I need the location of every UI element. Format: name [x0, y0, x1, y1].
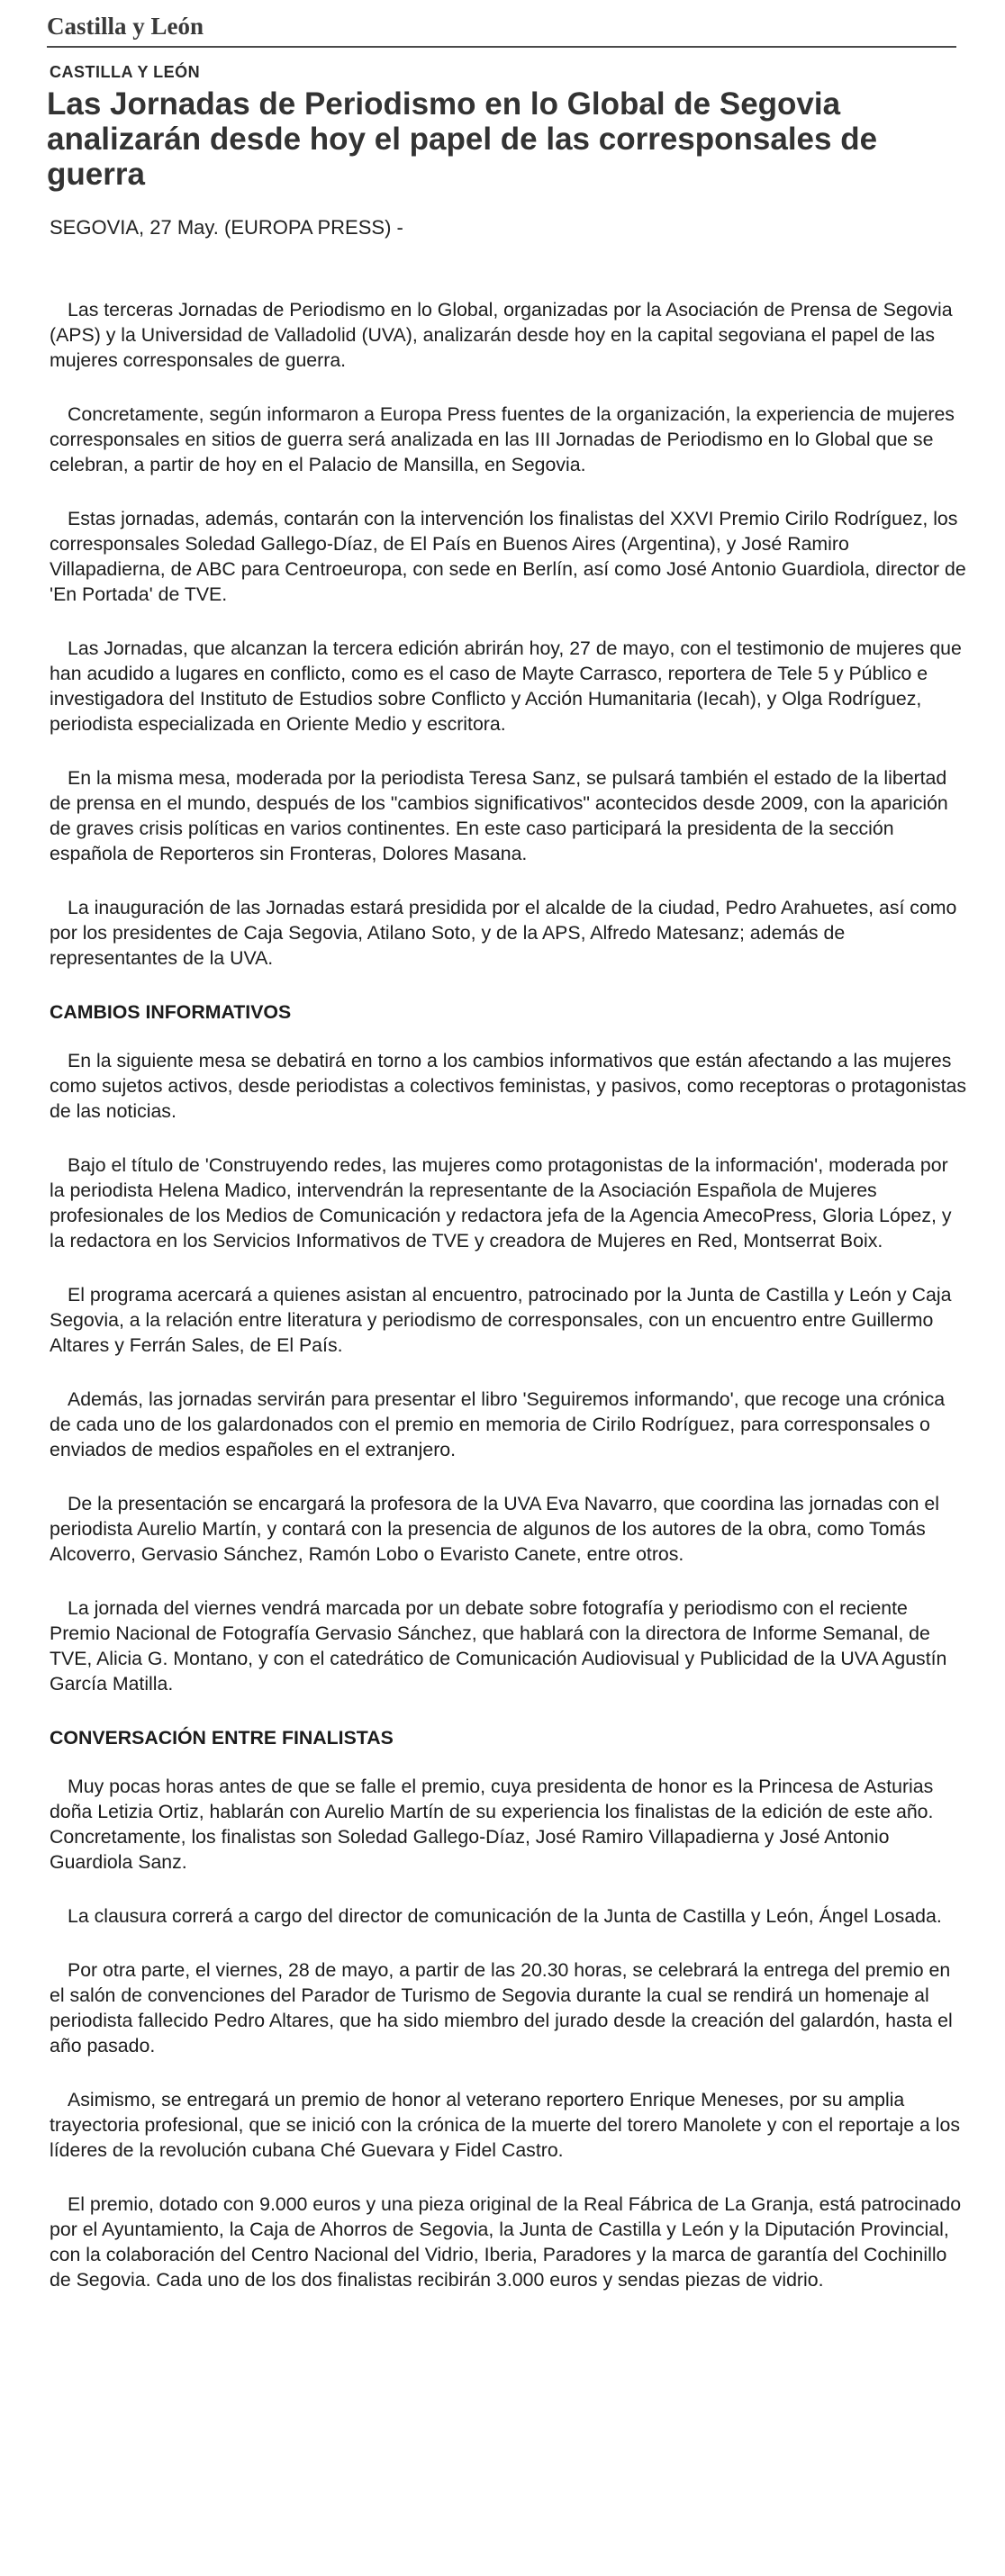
paragraph: En la siguiente mesa se debatirá en torno a los cambios informativos que están afectando a las mujeres como sujetos activos, desde periodistas a colectivos feministas, y pasivos, como receptoras o protagonistas de las noticias.	[50, 1050, 967, 1122]
paragraph: La inauguración de las Jornadas estará presidida por el alcalde de la ciudad, Pedro Arahuetes, así como por los presidentes de Caja Segovia, Atilano Soto, y de la APS, Alfredo Matesanz; además de representantes de la UVA.	[50, 897, 957, 969]
subheading: CAMBIOS INFORMATIVOS	[50, 1001, 292, 1023]
paragraph: De la presentación se encargará la profesora de la UVA Eva Navarro, que coordina las jornadas con el periodista Aurelio Martín, y contará con la presencia de algunos de los autores de la obra, como Tomás Alcoverro, Gervasio Sánchez, Ramón Lobo o Evaristo Canete, entre otros.	[50, 1493, 939, 1565]
paragraph: El programa acercará a quienes asistan al encuentro, patrocinado por la Junta de Castilla y León y Caja Segovia, a la relación entre literatura y periodismo de corresponsales, con un encuentro entre Guillermo Altares y Ferrán Sales, de El País.	[50, 1284, 952, 1356]
section-header: Castilla y León	[47, 13, 956, 48]
paragraph: La clausura correrá a cargo del director de comunicación de la Junta de Castilla y León, Ángel Losada.	[68, 1905, 942, 1927]
paragraph: Las terceras Jornadas de Periodismo en lo Global, organizadas por la Asociación de Prensa de Segovia (APS) y la Universidad de Valladolid (UVA), analizarán desde hoy en la capital segoviana el papel de las mujeres corresponsales de guerra.	[50, 299, 953, 371]
paragraph: Además, las jornadas servirán para presentar el libro 'Seguiremos informando', que recoge una crónica de cada uno de los galardonados con el premio en memoria de Cirilo Rodríguez, para corresponsales o enviados de medios españoles en el extranjero.	[50, 1388, 946, 1460]
paragraph: Bajo el título de 'Construyendo redes, las mujeres como protagonistas de la información', moderada por la periodista Helena Madico, intervendrán la representante de la Asociación Española de Mujeres profesionales de los Medios de Comunicación y redactora jefa de la Agencia AmecoPress, Gloria López, y la redactora en los Servicios Informativos de TVE y creadora de Mujeres en Red, Montserrat Boix.	[50, 1154, 952, 1252]
article-kicker: CASTILLA Y LEÓN	[50, 63, 201, 81]
paragraph: Por otra parte, el viernes, 28 de mayo, a partir de las 20.30 horas, se celebrará la entrega del premio en el salón de convenciones del Parador de Turismo de Segovia durante la cual se rendirá un homenaje al periodista fallecido Pedro Altares, que ha sido miembro del jurado desde la creación del galardón, hasta el año pasado.	[50, 1959, 953, 2056]
paragraph: Muy pocas horas antes de que se falle el premio, cuya presidenta de honor es la Princesa de Asturias doña Letizia Ortiz, hablarán con Aurelio Martín de su experiencia los finalistas de la edición de este año. Concretamente, los finalistas son Soledad Gallego-Díaz, José Ramiro Villapadierna y José Antonio Guardiola Sanz.	[50, 1776, 934, 1873]
article-headline: Las Jornadas de Periodismo en lo Global de Segovia analizarán desde hoy el papel de las corresponsales de guerra	[47, 86, 878, 192]
paragraph: Asimismo, se entregará un premio de honor al veterano reportero Enrique Meneses, por su amplia trayectoria profesional, que se inició con la crónica de la muerte del torero Manolete y con el reportaje a los líderes de la revolución cubana Ché Guevara y Fidel Castro.	[50, 2089, 960, 2161]
paragraph: Estas jornadas, además, contarán con la intervención los finalistas del XXVI Premio Cirilo Rodríguez, los corresponsales Soledad Gallego-Díaz, de El País en Buenos Aires (Argentina), y José Ramiro Villapadierna, de ABC para Centroeuropa, con sede en Berlín, así como José Antonio Guardiola, director de 'En Portada' de TVE.	[50, 508, 966, 605]
article-body	[50, 297, 968, 2321]
article-dateline: SEGOVIA, 27 May. (EUROPA PRESS) -	[50, 216, 403, 239]
paragraph: La jornada del viernes vendrá marcada por un debate sobre fotografía y periodismo con el reciente Premio Nacional de Fotografía Gervasio Sánchez, que hablará con la directora de Informe Semanal, de TVE, Alicia G. Montano, y con el catedrático de Comunicación Audiovisual y Publicidad de la UVA Agustín García Matilla.	[50, 1597, 947, 1695]
paragraph: El premio, dotado con 9.000 euros y una pieza original de la Real Fábrica de La Granja, está patrocinado por el Ayuntamiento, la Caja de Ahorros de Segovia, la Junta de Castilla y León y la Diputación Provincial, con la colaboración del Centro Nacional del Vidrio, Iberia, Paradores y la marca de garantía del Cochinillo de Segovia. Cada uno de los dos finalistas recibirán 3.000 euros y sendas piezas de vidrio.	[50, 2193, 962, 2291]
paragraph: En la misma mesa, moderada por la periodista Teresa Sanz, se pulsará también el estado de la libertad de prensa en el mundo, después de los "cambios significativos" acontecidos desde 2009, con la aparición de graves crisis políticas en varios continentes. En este caso participará la presidenta de la sección española de Reporteros sin Fronteras, Dolores Masana.	[50, 767, 948, 864]
paragraph: Las Jornadas, que alcanzan la tercera edición abrirán hoy, 27 de mayo, con el testimonio de mujeres que han acudido a lugares en conflicto, como es el caso de Mayte Carrasco, reportera de Tele 5 y Público e investigadora del Instituto de Estudios sobre Conflicto y Acción Humanitaria (Iecah), y Olga Rodríguez, periodista especializada en Oriente Medio y escritora.	[50, 637, 962, 735]
subheading: CONVERSACIÓN ENTRE FINALISTAS	[50, 1727, 394, 1749]
paragraph: Concretamente, según informaron a Europa Press fuentes de la organización, la experiencia de mujeres corresponsales en sitios de guerra será analizada en las III Jornadas de Periodismo en lo Global que se celebran, a partir de hoy en el Palacio de Mansilla, en Segovia.	[50, 403, 955, 475]
